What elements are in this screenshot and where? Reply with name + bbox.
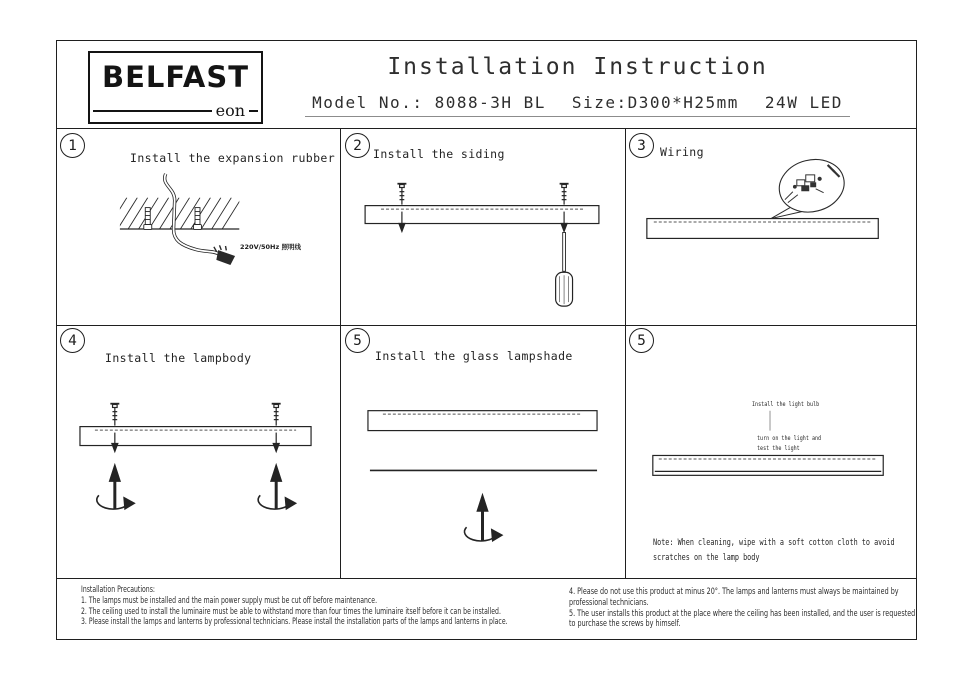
glass-lampshade-diagram bbox=[341, 326, 625, 578]
test-light-label-line1: turn on the light and bbox=[757, 434, 822, 442]
panel-step-2 bbox=[341, 129, 626, 326]
precaution-item-3: 3. Please install the lamps and lanterns by professional technicians. Please install the installation parts of the lamps and lanterns in place. bbox=[81, 617, 508, 628]
precaution-item-1: 1. The lamps must be installed and the main power supply must be cut off before maintenance. bbox=[81, 595, 378, 606]
logo-dash bbox=[249, 110, 258, 112]
logo-rule-line bbox=[93, 110, 212, 112]
brand-sub-row bbox=[90, 103, 261, 119]
step-title: Install the siding bbox=[373, 147, 505, 161]
step-title: Install the expansion rubber bbox=[130, 151, 336, 165]
instruction-sheet bbox=[56, 40, 917, 640]
model-number: Model No.: 8088-3H BL bbox=[312, 93, 546, 112]
install-bulb-label: Install the light bulb bbox=[752, 400, 820, 408]
precaution-item-2: 2. The ceiling used to install the luminaire must be able to withstand more than four times the luminaire itself before it can be installed. bbox=[81, 606, 501, 617]
brand-logo bbox=[88, 51, 263, 124]
brand-subname: eon bbox=[215, 101, 245, 120]
header bbox=[57, 41, 916, 129]
cleaning-note-line2: scratches on the lamp body bbox=[653, 553, 760, 563]
brand-name: BELFAST bbox=[102, 60, 249, 94]
step-number-badge: 2 bbox=[345, 133, 370, 158]
model-power: 24W LED bbox=[764, 93, 843, 112]
step-number-badge: 5 bbox=[629, 328, 654, 353]
page-title: Installation Instruction bbox=[387, 54, 768, 80]
wire-voltage-label: 220V/50Hz 照明线 bbox=[240, 243, 302, 251]
precaution-item-4: 4. Please do not use this product at minus 20°. The lamps and lanterns must always be maintained by professional technicians. bbox=[569, 587, 899, 608]
precautions-left-column bbox=[81, 585, 543, 628]
model-size: Size:D300*H25mm bbox=[571, 93, 739, 112]
step-number-badge: 4 bbox=[60, 328, 85, 353]
step-title: Install the glass lampshade bbox=[375, 349, 573, 363]
precautions-right-column bbox=[569, 587, 919, 630]
footer-precautions bbox=[57, 579, 916, 639]
panel-step-5 bbox=[341, 326, 626, 579]
model-line bbox=[305, 93, 850, 117]
test-light-label-line2: test the light bbox=[757, 444, 800, 452]
panel-step-6 bbox=[626, 326, 916, 579]
step-title: Wiring bbox=[660, 145, 704, 159]
panel-step-1 bbox=[57, 129, 341, 326]
cleaning-note-line1: Note: When cleaning, wipe with a soft cotton cloth to avoid bbox=[653, 538, 895, 548]
step-title: Install the lampbody bbox=[105, 351, 252, 365]
panel-step-4 bbox=[57, 326, 341, 579]
precaution-title: Installation Precautions: bbox=[81, 585, 156, 595]
step-number-badge: 3 bbox=[629, 133, 654, 158]
panel-step-3 bbox=[626, 129, 916, 326]
precaution-item-5: 5. The user installs this product at the place where the ceiling has been installed, and the user is requested to purchase the screws by himself. bbox=[569, 608, 916, 630]
step-number-badge: 1 bbox=[60, 133, 85, 158]
step-number-badge: 5 bbox=[345, 328, 370, 353]
